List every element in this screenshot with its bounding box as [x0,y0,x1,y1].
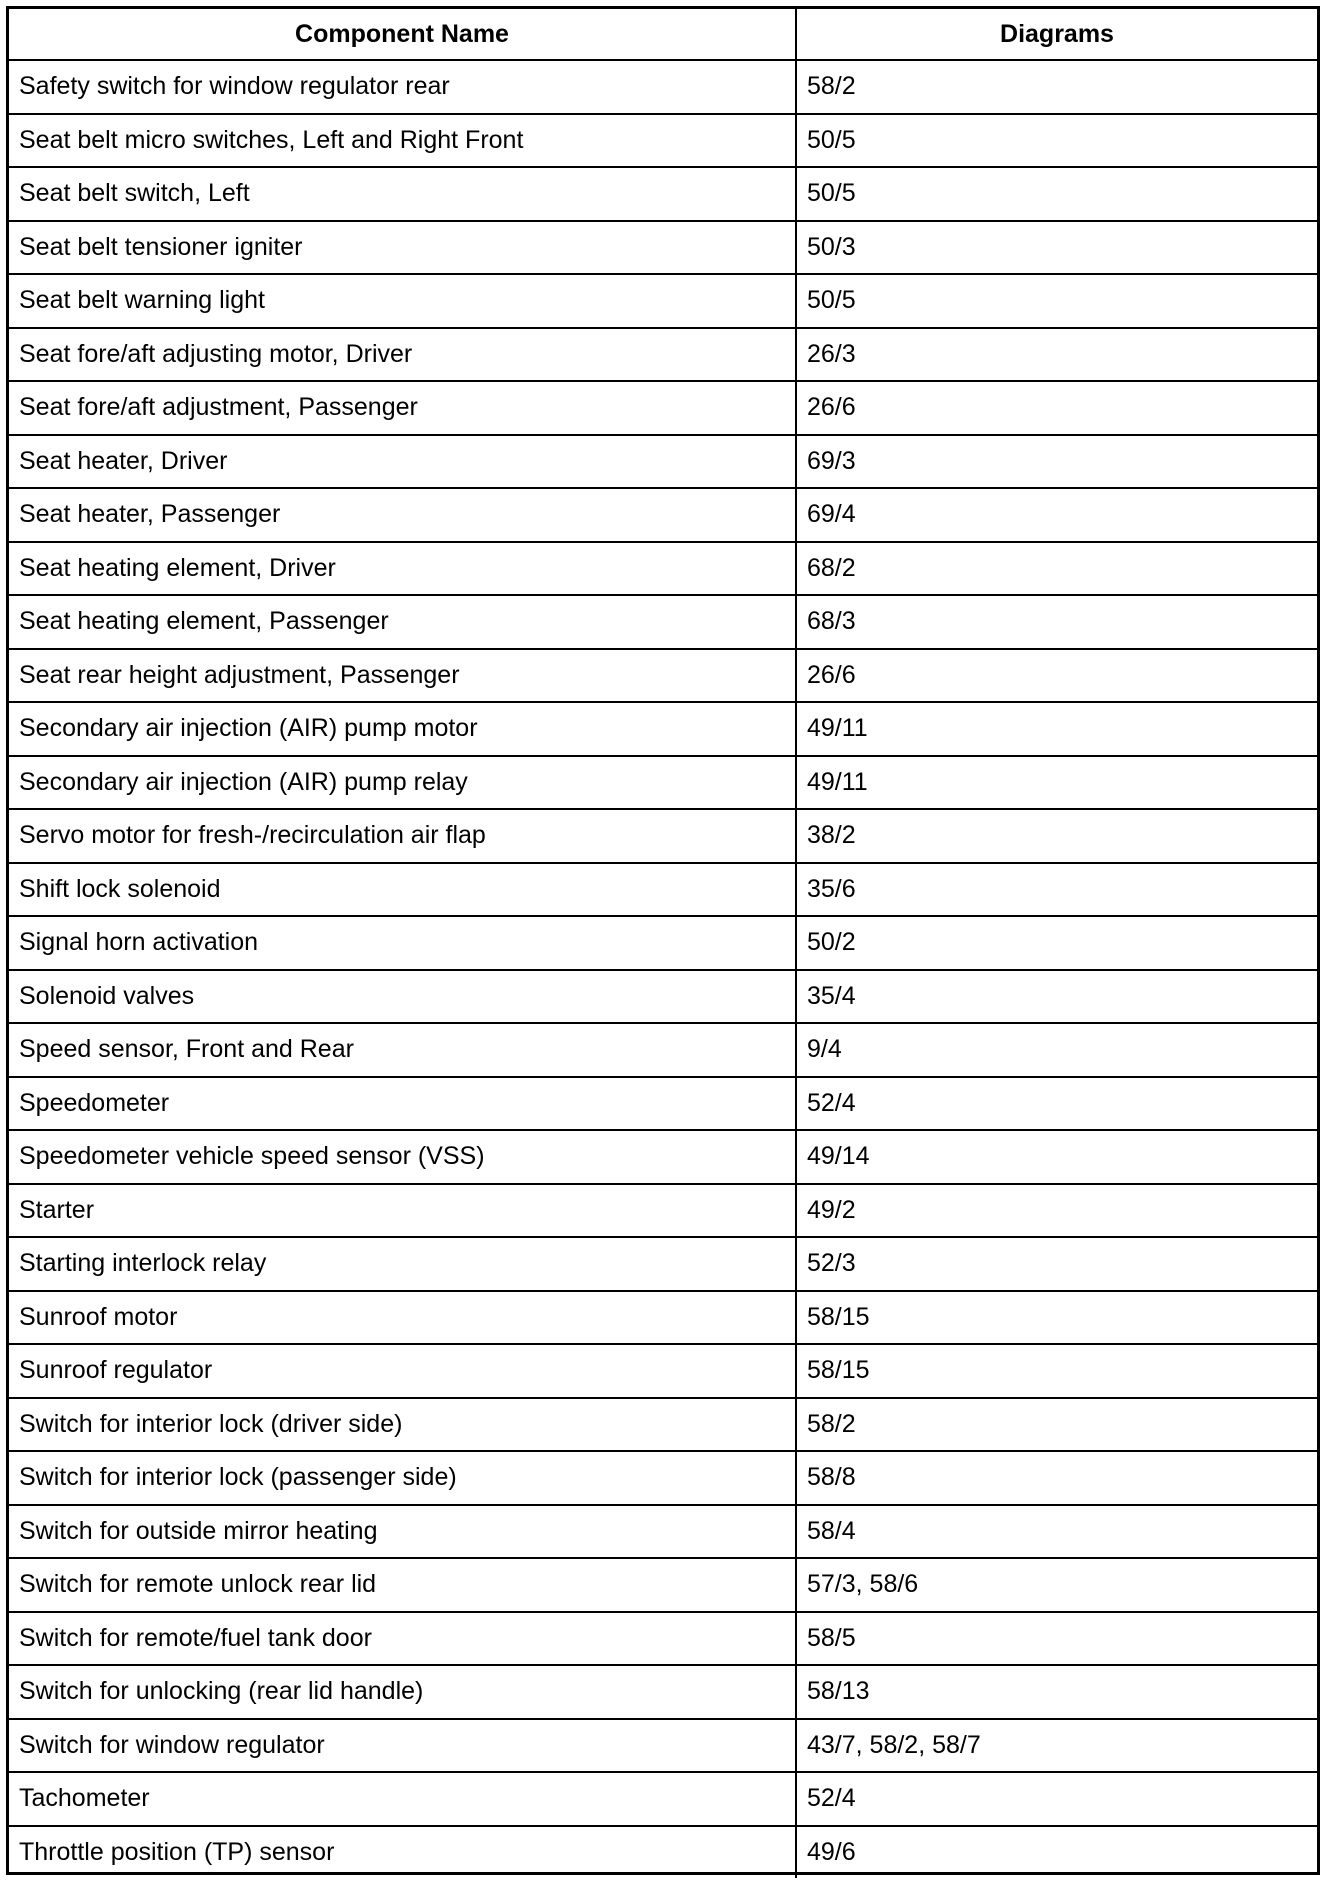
table-row [9,60,1317,114]
table-row [9,1023,1317,1077]
diagrams-cell: 49/6 [796,1826,1317,1879]
component-name-cell: Starting interlock relay [9,1237,796,1291]
diagrams-cell: 43/7, 58/2, 58/7 [796,1719,1317,1773]
table-row [9,649,1317,703]
diagrams-cell: 26/6 [796,649,1317,703]
component-name-cell: Seat belt warning light [9,274,796,328]
component-name-cell: Seat heating element, Passenger [9,595,796,649]
diagrams-cell: 49/11 [796,756,1317,810]
component-name-cell: Speedometer vehicle speed sensor (VSS) [9,1130,796,1184]
component-name-cell: Switch for unlocking (rear lid handle) [9,1665,796,1719]
component-name-cell: Switch for remote/fuel tank door [9,1612,796,1666]
component-name-cell: Speed sensor, Front and Rear [9,1023,796,1077]
table-row [9,167,1317,221]
diagrams-cell: 52/4 [796,1772,1317,1826]
header-component-name: Component Name [9,9,796,60]
diagrams-cell: 49/11 [796,702,1317,756]
table-body [9,60,1317,1878]
table-row [9,221,1317,275]
diagrams-cell: 35/4 [796,970,1317,1024]
diagrams-cell: 50/5 [796,114,1317,168]
diagrams-cell: 49/2 [796,1184,1317,1238]
component-name-cell: Speedometer [9,1077,796,1131]
diagrams-cell: 58/5 [796,1612,1317,1666]
component-name-cell: Switch for window regulator [9,1719,796,1773]
diagrams-cell: 26/6 [796,381,1317,435]
diagrams-cell: 38/2 [796,809,1317,863]
diagrams-cell: 58/15 [796,1291,1317,1345]
table-row [9,542,1317,596]
table-row [9,1291,1317,1345]
component-table-container [6,6,1320,1875]
table-row [9,114,1317,168]
table-row [9,1612,1317,1666]
component-name-cell: Servo motor for fresh-/recirculation air flap [9,809,796,863]
component-name-cell: Sunroof regulator [9,1344,796,1398]
table-row [9,328,1317,382]
diagrams-cell: 58/4 [796,1505,1317,1559]
table-row [9,1772,1317,1826]
table-row [9,1130,1317,1184]
table-row [9,970,1317,1024]
table-row [9,1826,1317,1879]
component-name-cell: Secondary air injection (AIR) pump motor [9,702,796,756]
table-row [9,595,1317,649]
component-name-cell: Solenoid valves [9,970,796,1024]
table-row [9,1398,1317,1452]
component-name-cell: Seat belt micro switches, Left and Right Front [9,114,796,168]
component-name-cell: Seat heating element, Driver [9,542,796,596]
table-row [9,1184,1317,1238]
component-name-cell: Throttle position (TP) sensor [9,1826,796,1879]
table-row [9,1665,1317,1719]
component-name-cell: Seat fore/aft adjustment, Passenger [9,381,796,435]
component-name-cell: Seat belt switch, Left [9,167,796,221]
component-name-cell: Seat heater, Passenger [9,488,796,542]
table-row [9,1558,1317,1612]
component-name-cell: Tachometer [9,1772,796,1826]
diagrams-cell: 35/6 [796,863,1317,917]
table-row [9,1451,1317,1505]
table-row [9,916,1317,970]
table-row [9,1237,1317,1291]
diagrams-cell: 68/2 [796,542,1317,596]
component-name-cell: Starter [9,1184,796,1238]
diagrams-cell: 9/4 [796,1023,1317,1077]
component-name-cell: Signal horn activation [9,916,796,970]
table-row [9,1505,1317,1559]
table-row [9,274,1317,328]
component-name-cell: Switch for outside mirror heating [9,1505,796,1559]
diagrams-cell: 52/4 [796,1077,1317,1131]
component-name-cell: Seat rear height adjustment, Passenger [9,649,796,703]
table-row [9,1077,1317,1131]
component-diagram-table [9,9,1317,1878]
diagrams-cell: 57/3, 58/6 [796,1558,1317,1612]
diagrams-cell: 58/2 [796,60,1317,114]
diagrams-cell: 58/13 [796,1665,1317,1719]
table-row [9,1344,1317,1398]
component-name-cell: Seat fore/aft adjusting motor, Driver [9,328,796,382]
component-name-cell: Secondary air injection (AIR) pump relay [9,756,796,810]
header-diagrams: Diagrams [796,9,1317,60]
diagrams-cell: 52/3 [796,1237,1317,1291]
diagrams-cell: 58/2 [796,1398,1317,1452]
component-name-cell: Switch for interior lock (passenger side) [9,1451,796,1505]
table-row [9,756,1317,810]
table-row [9,381,1317,435]
table-row [9,488,1317,542]
component-name-cell: Shift lock solenoid [9,863,796,917]
table-header-row [9,9,1317,60]
diagrams-cell: 49/14 [796,1130,1317,1184]
diagrams-cell: 68/3 [796,595,1317,649]
diagrams-cell: 50/2 [796,916,1317,970]
diagrams-cell: 26/3 [796,328,1317,382]
table-row [9,863,1317,917]
component-name-cell: Switch for interior lock (driver side) [9,1398,796,1452]
diagrams-cell: 50/3 [796,221,1317,275]
component-name-cell: Safety switch for window regulator rear [9,60,796,114]
component-name-cell: Switch for remote unlock rear lid [9,1558,796,1612]
diagrams-cell: 50/5 [796,274,1317,328]
component-name-cell: Seat belt tensioner igniter [9,221,796,275]
diagrams-cell: 69/3 [796,435,1317,489]
diagrams-cell: 58/8 [796,1451,1317,1505]
table-row [9,702,1317,756]
table-row [9,809,1317,863]
component-name-cell: Seat heater, Driver [9,435,796,489]
diagrams-cell: 50/5 [796,167,1317,221]
diagrams-cell: 58/15 [796,1344,1317,1398]
diagrams-cell: 69/4 [796,488,1317,542]
table-row [9,435,1317,489]
component-name-cell: Sunroof motor [9,1291,796,1345]
table-row [9,1719,1317,1773]
